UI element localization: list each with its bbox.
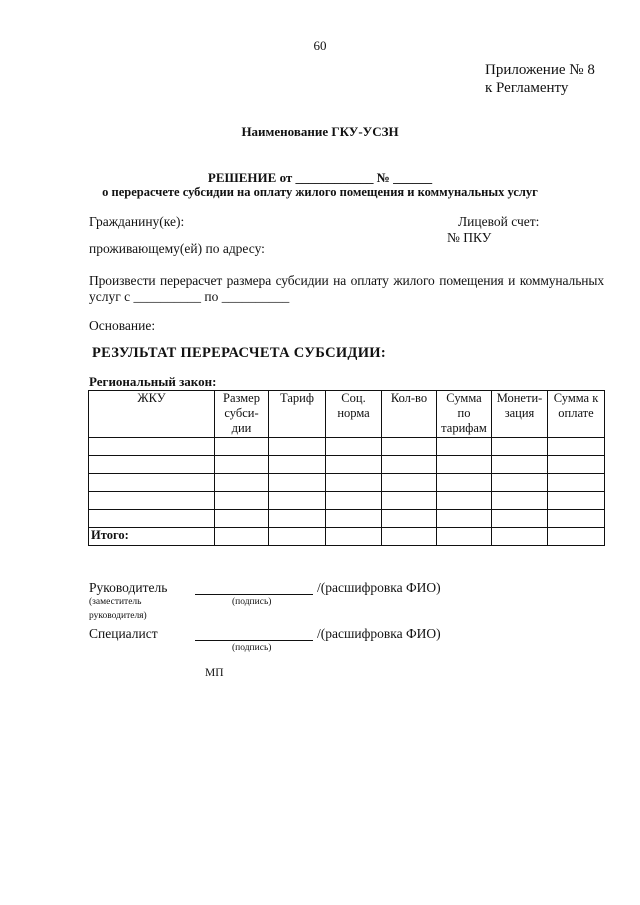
table-cell xyxy=(548,528,605,546)
table-cell xyxy=(492,492,548,510)
table-cell xyxy=(492,438,548,456)
table-cell xyxy=(492,456,548,474)
header-sum-by-tariffs: Сумма по тарифам xyxy=(437,391,492,438)
table-cell xyxy=(548,510,605,528)
table-cell xyxy=(215,528,269,546)
recalculation-table xyxy=(88,390,605,546)
table-cell xyxy=(437,438,492,456)
specialist-label: Специалист xyxy=(89,626,158,641)
table-cell xyxy=(269,510,326,528)
appendix-line-2: к Регламенту xyxy=(485,80,569,96)
deputy-line-1: (заместитель xyxy=(89,597,142,607)
recalc-text-line-1: Произвести перерасчет размера субсидии на оплату жилого помещения и коммунальных xyxy=(89,273,604,288)
table-cell xyxy=(326,510,382,528)
table-cell xyxy=(548,474,605,492)
table-cell xyxy=(326,474,382,492)
table-cell xyxy=(382,492,437,510)
table-cell xyxy=(437,510,492,528)
table-cell xyxy=(215,492,269,510)
table-cell xyxy=(382,438,437,456)
table-cell xyxy=(382,474,437,492)
table-row xyxy=(89,474,605,492)
org-name: Наименование ГКУ-УСЗН xyxy=(241,124,399,139)
table-cell xyxy=(89,474,215,492)
table-cell xyxy=(89,510,215,528)
header-monetization: Монети- зация xyxy=(492,391,548,438)
table-cell xyxy=(437,492,492,510)
basis-label: Основание: xyxy=(89,318,156,333)
recalc-text-line-2: услуг с __________ по __________ xyxy=(89,289,290,304)
specialist-signature-caption: (подпись) xyxy=(232,643,272,653)
decision-title: РЕШЕНИЕ от ____________ № ______ xyxy=(207,170,433,185)
table-cell xyxy=(382,510,437,528)
table-cell xyxy=(89,492,215,510)
citizen-label: Гражданину(ке): xyxy=(89,214,185,229)
table-cell xyxy=(326,438,382,456)
table-cell xyxy=(89,456,215,474)
table-cell xyxy=(382,456,437,474)
regional-law-label: Региональный закон: xyxy=(89,374,217,389)
page-number: 60 xyxy=(313,38,327,53)
deputy-line-2: руководителя) xyxy=(89,611,147,621)
total-label: Итого: xyxy=(89,528,215,546)
table-cell xyxy=(548,456,605,474)
table-cell xyxy=(215,510,269,528)
stamp-place: МП xyxy=(205,667,224,679)
table-cell xyxy=(326,456,382,474)
table-cell xyxy=(492,528,548,546)
account-pku: № ПКУ xyxy=(447,230,492,245)
table-cell xyxy=(215,474,269,492)
head-signature-caption: (подпись) xyxy=(232,597,272,607)
table-cell xyxy=(269,492,326,510)
header-zhku: ЖКУ xyxy=(89,391,215,438)
table-cell xyxy=(89,438,215,456)
table-header-row xyxy=(89,391,605,438)
table-cell xyxy=(437,456,492,474)
account-label: Лицевой счет: xyxy=(458,214,540,229)
result-title: РЕЗУЛЬТАТ ПЕРЕРАСЧЕТА СУБСИДИИ: xyxy=(92,345,386,361)
table-cell xyxy=(326,528,382,546)
address-label: проживающему(ей) по адресу: xyxy=(89,241,265,256)
head-decode: /(расшифровка ФИО) xyxy=(317,580,441,595)
table-cell xyxy=(269,474,326,492)
table-row xyxy=(89,438,605,456)
appendix-line-1: Приложение № 8 xyxy=(485,62,595,78)
table-row xyxy=(89,492,605,510)
header-quantity: Кол-во xyxy=(382,391,437,438)
table-cell xyxy=(492,474,548,492)
header-subsidy-size: Размер субси- дии xyxy=(215,391,269,438)
table-cell xyxy=(492,510,548,528)
table-row xyxy=(89,510,605,528)
table-cell xyxy=(548,438,605,456)
header-sum-to-pay: Сумма к оплате xyxy=(548,391,605,438)
table-cell xyxy=(326,492,382,510)
table-cell xyxy=(382,528,437,546)
table-cell xyxy=(215,456,269,474)
table-row xyxy=(89,456,605,474)
table-cell xyxy=(548,492,605,510)
table-cell xyxy=(437,528,492,546)
table-total-row xyxy=(89,528,605,546)
head-label: Руководитель xyxy=(89,580,168,595)
specialist-signature-line xyxy=(195,640,313,641)
specialist-decode: /(расшифровка ФИО) xyxy=(317,626,441,641)
table-cell xyxy=(269,528,326,546)
table-cell xyxy=(269,456,326,474)
header-tariff: Тариф xyxy=(269,391,326,438)
table-cell xyxy=(437,474,492,492)
table-cell xyxy=(215,438,269,456)
table-cell xyxy=(269,438,326,456)
head-signature-line xyxy=(195,594,313,595)
decision-subtitle: о перерасчете субсидии на оплату жилого помещения и коммунальных услуг xyxy=(102,185,538,199)
header-social-norm: Соц. норма xyxy=(326,391,382,438)
